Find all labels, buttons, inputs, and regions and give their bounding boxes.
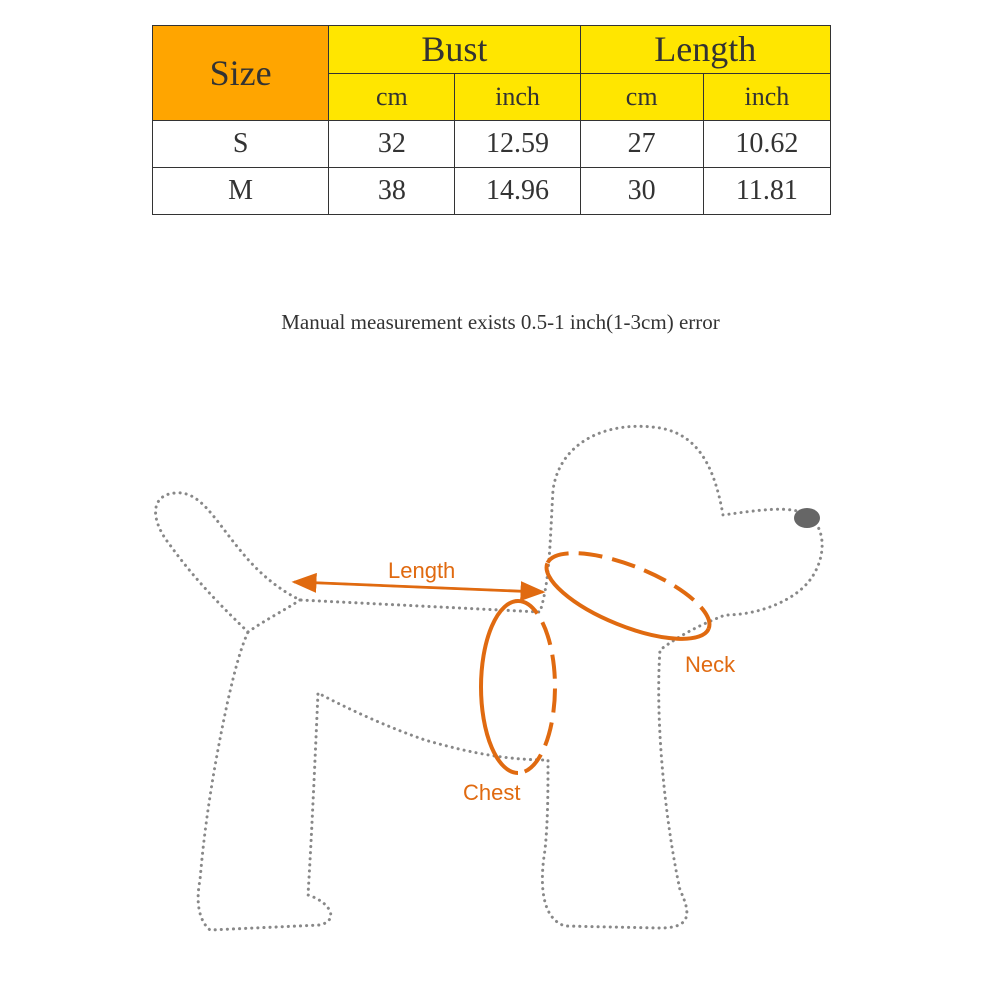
chest-ring-front [481,601,518,773]
neck-ring [536,536,720,657]
length-inch-cell: 10.62 [703,121,830,168]
size-chart-table [152,25,831,215]
length-inch-cell: 11.81 [703,168,830,215]
neck-label: Neck [685,652,736,677]
bust-cm-cell: 32 [329,121,455,168]
length-arrow-tail [300,582,543,592]
table-row [153,168,831,215]
length-cm-cell: 27 [580,121,703,168]
length-cm-header: cm [580,73,703,121]
bust-inch-header: inch [455,73,580,121]
bust-inch-cell: 12.59 [455,121,580,168]
length-cm-cell: 30 [580,168,703,215]
bust-header: Bust [329,26,580,74]
nose-icon [794,508,820,528]
bust-cm-cell: 38 [329,168,455,215]
measurement-note: Manual measurement exists 0.5-1 inch(1-3cm) error [281,310,720,334]
table-row [153,121,831,168]
chest-ring-back [518,601,555,773]
size-header: Size [153,26,329,121]
length-label: Length [388,558,456,583]
bust-inch-cell: 14.96 [455,168,580,215]
dog-measurement-diagram [0,400,1001,960]
size-cell: M [153,168,329,215]
size-cell: S [153,121,329,168]
length-inch-header: inch [703,73,830,121]
chest-label: Chest [463,780,521,805]
dog-outline [156,426,823,930]
bust-cm-header: cm [329,73,455,121]
tail-join-line [248,600,300,632]
length-header: Length [580,26,830,74]
